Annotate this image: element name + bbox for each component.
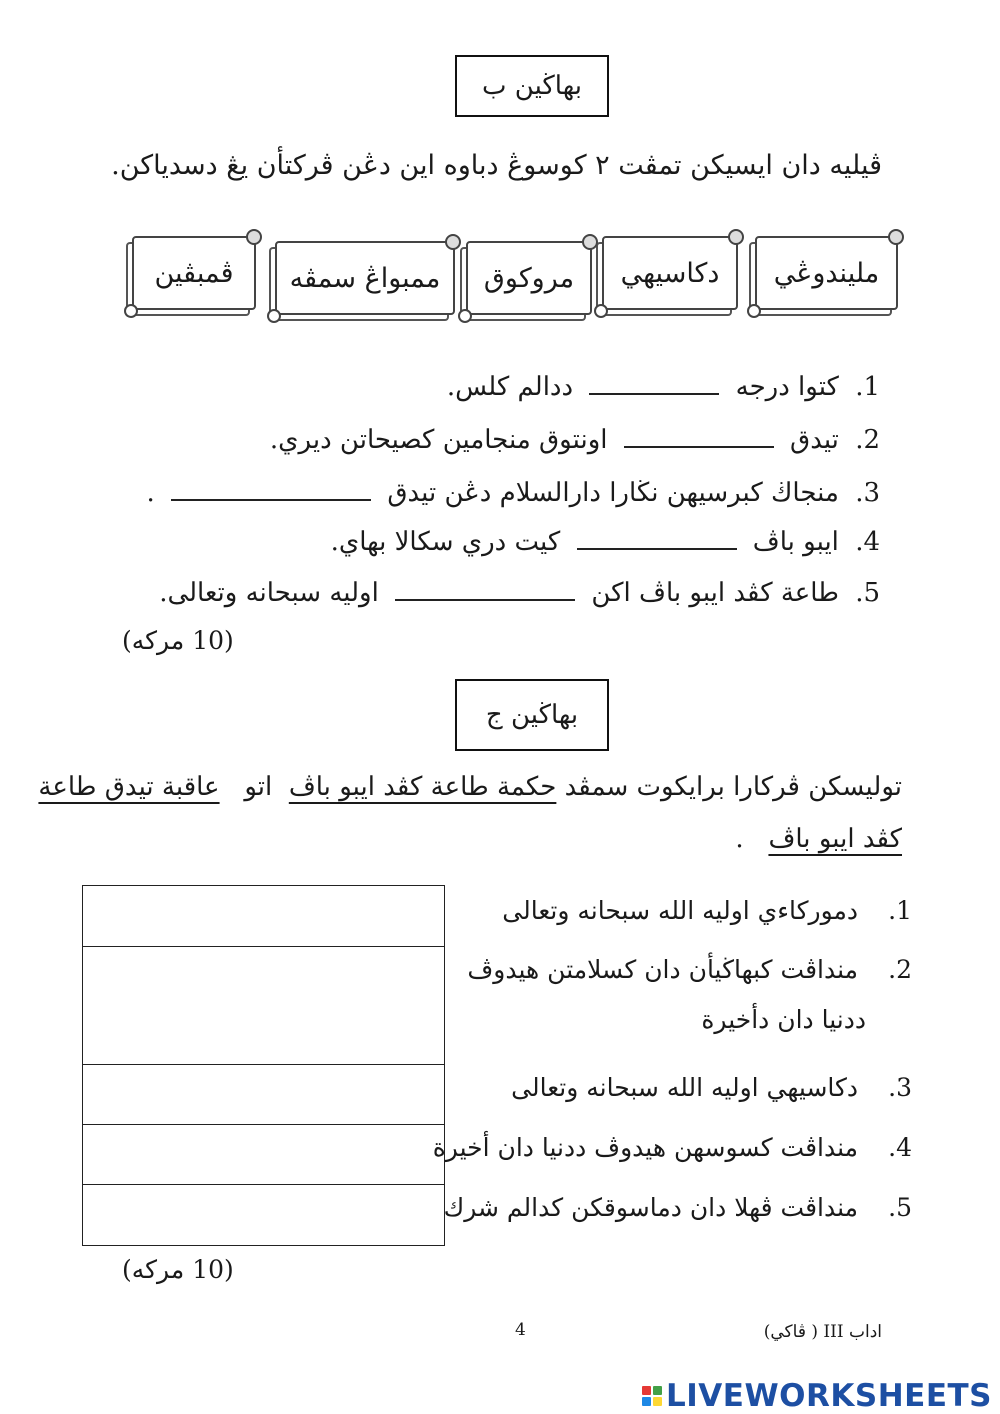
section-c-marks: (10 مركه) — [122, 1255, 234, 1284]
statement-1-text: دموركاءي اوليه الله سبحانه وتعالى — [502, 896, 859, 925]
section-b-instruction: ڤيليه دان ايسيكن تمڤت ٢ كوسوڠ دباوه اين دڠن ڤركتأن يڠ دسدياكن. — [111, 150, 882, 181]
akibat-underlined: عاقبة تيدق طاعة — [38, 772, 220, 802]
question-2-text-before: تيدق — [790, 425, 839, 455]
section-c-heading-box — [455, 679, 609, 751]
section-c-instruction-text: توليسكن ڤركارا برايكوت سمڤد — [564, 772, 902, 802]
logo-square-red — [642, 1386, 651, 1395]
hikmah-underlined: حكمة طاعة كڤد ايبو باڤ — [288, 772, 557, 802]
statement-5-number: 5. — [888, 1193, 912, 1222]
question-5-text-before: طاعة كڤد ايبو باڤ اكن — [591, 578, 839, 608]
question-3-text-after: . — [146, 478, 155, 508]
question-4 — [331, 527, 880, 557]
word-option-4 — [275, 241, 455, 315]
statement-4-text: منداڤت كسوسهن هيدوڤ ددنيا دان أخيرة — [432, 1133, 859, 1162]
question-3-text-before: منجاڬ كبرسيهن نڬارا دارالسلام دڠن تيدق — [387, 478, 839, 508]
question-5-blank[interactable] — [395, 593, 575, 601]
logo-square-green — [653, 1386, 662, 1395]
section-b-heading: بهاڬين ب — [482, 71, 582, 101]
word-option-3-label: مروكوق — [483, 262, 575, 294]
statement-5-text: منداڤت ڤهلا دان دماسوقكن كدالم شرك — [443, 1193, 859, 1222]
word-option-1 — [755, 236, 898, 310]
liveworksheets-wordmark: LIVEWORKSHEETS — [666, 1378, 992, 1414]
word-option-5 — [132, 236, 256, 310]
section-b-marks: (10 مركه) — [122, 626, 234, 655]
section-b-heading-box — [455, 55, 609, 117]
liveworksheets-logo[interactable] — [642, 1378, 992, 1414]
question-2-blank[interactable] — [624, 440, 774, 448]
answer-cell-1[interactable] — [83, 886, 444, 947]
question-1-number: 1. — [855, 372, 880, 402]
answer-cell-4[interactable] — [83, 1125, 444, 1185]
statement-2[interactable] — [467, 955, 912, 984]
question-4-text-before: ايبو باڤ — [752, 527, 839, 557]
question-1-blank[interactable] — [589, 387, 719, 395]
question-2 — [270, 425, 880, 455]
statement-1[interactable] — [502, 896, 912, 925]
statement-2-text-line-2: ددنيا دان دأخيرة — [701, 1005, 866, 1034]
statement-3-number: 3. — [888, 1073, 912, 1102]
instruction-period: . — [735, 824, 744, 854]
statement-2-line-2 — [701, 1005, 866, 1034]
word-option-3 — [466, 241, 592, 315]
statement-3[interactable] — [511, 1073, 912, 1102]
answer-cell-3[interactable] — [83, 1065, 444, 1125]
question-3-number: 3. — [855, 478, 880, 508]
section-c-instruction-line-2 — [735, 824, 902, 854]
answer-table — [82, 885, 445, 1246]
statement-5[interactable] — [444, 1193, 912, 1222]
or-text: اتو — [244, 772, 273, 802]
statement-4-number: 4. — [888, 1133, 912, 1162]
question-1-text-before: كتوا درجه — [735, 372, 839, 402]
footer-subject: اداب III ( ڤاكي) — [763, 1322, 882, 1342]
question-1 — [447, 372, 880, 402]
statement-2-text-line-1: منداڤت كبهاڬيأن دان كسلامتن هيدوڤ — [467, 955, 859, 984]
word-option-4-label: ممبواڠ سمڤه — [289, 262, 441, 294]
section-c-instruction-line-1 — [38, 772, 902, 802]
answer-cell-2[interactable] — [83, 947, 444, 1065]
question-4-text-after: كيت دري سكالا بهاي. — [330, 527, 561, 557]
section-c-heading: بهاڬين ج — [485, 700, 579, 730]
word-option-2 — [602, 236, 738, 310]
page-number: 4 — [515, 1320, 526, 1340]
question-2-text-after: اونتوق منجامين كصيحاتن ديري. — [269, 425, 608, 455]
liveworksheets-icon — [642, 1386, 662, 1406]
word-option-1-label: مليندوڠي — [773, 257, 880, 289]
question-2-number: 2. — [855, 425, 880, 455]
statement-4[interactable] — [433, 1133, 912, 1162]
statement-2-number: 2. — [888, 955, 912, 984]
akibat-underlined-cont: كڤد ايبو باڤ — [768, 824, 902, 854]
logo-square-yellow — [653, 1397, 662, 1406]
answer-cell-5[interactable] — [83, 1185, 444, 1245]
statement-3-text: دكاسيهي اوليه الله سبحانه وتعالى — [511, 1073, 859, 1102]
question-4-blank[interactable] — [577, 542, 737, 550]
question-5-number: 5. — [855, 578, 880, 608]
question-1-text-after: ددالم كلس. — [446, 372, 574, 402]
question-5 — [159, 578, 880, 608]
word-option-2-label: دكاسيهي — [620, 257, 720, 289]
question-4-number: 4. — [855, 527, 880, 557]
question-3-blank[interactable] — [171, 493, 371, 501]
question-3 — [147, 478, 880, 508]
word-option-5-label: ڤمبڤين — [154, 257, 234, 289]
logo-square-blue — [642, 1397, 651, 1406]
statement-1-number: 1. — [888, 896, 912, 925]
question-5-text-after: اوليه سبحانه وتعالى. — [159, 578, 379, 608]
